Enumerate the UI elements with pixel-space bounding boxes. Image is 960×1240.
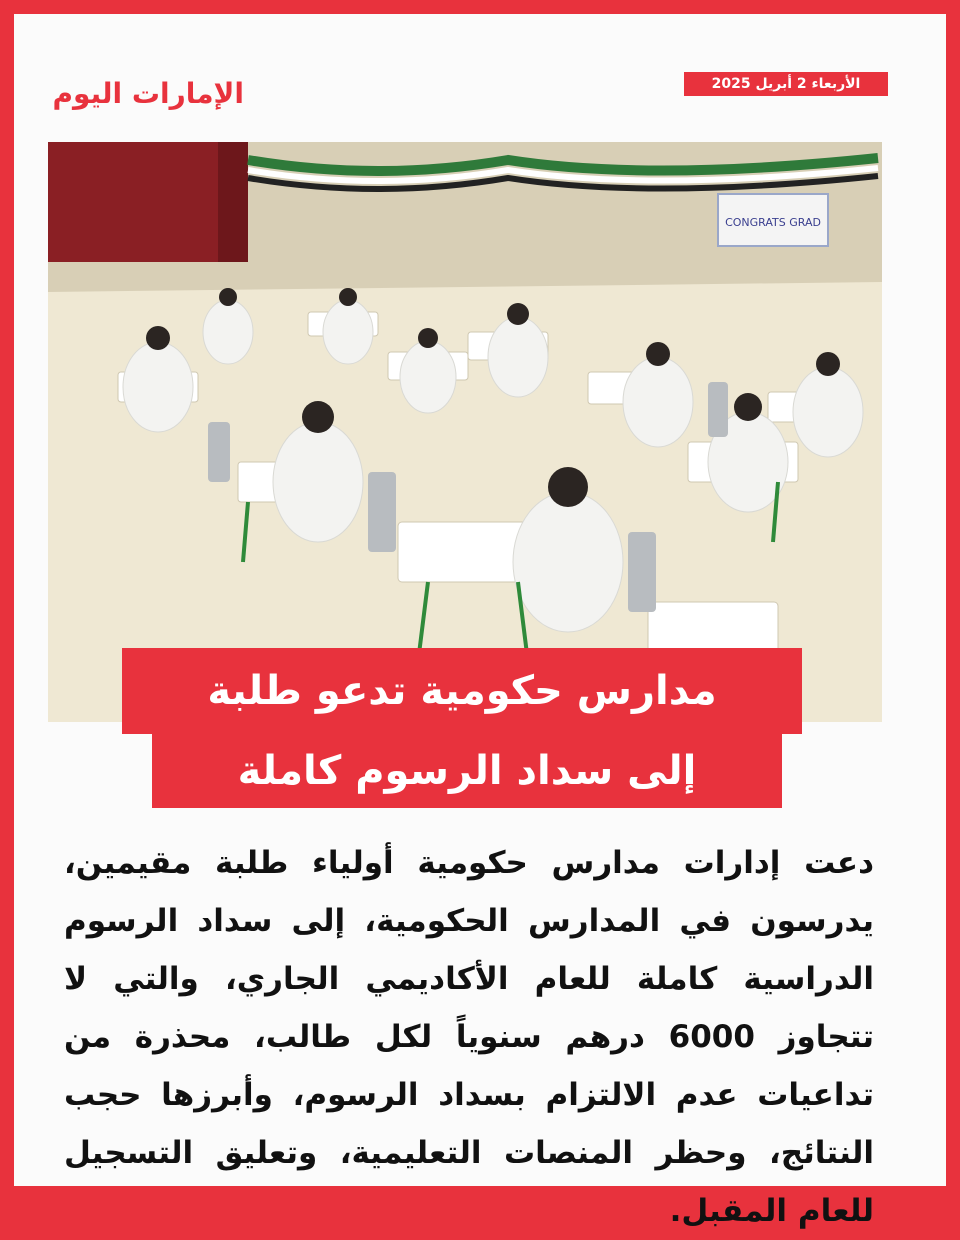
article-body: دعت إدارات مدارس حكومية أولياء طلبة مقيمين، يدرسون في المدارس الحكومية، إلى سداد الرسوم الدراسية كاملة للعام الأكاديمي الجاري، والتي لا تتجاوز 6000 درهم سنوياً لكل طالب، محذرة من تداعيات عدم الالتزام بسداد الرسوم، وأبرزها حجب النتائج، وحظر المنصات التعليمية، وتعليق التسجيل للعام المقبل. [64,845,875,1229]
exam-hall-photo [48,142,882,722]
headline-line-2: إلى سداد الرسوم كاملة [152,734,782,808]
stage-curtain [48,142,218,262]
congrats-banner-text: CONGRATS GRAD [725,216,821,229]
brand-name: الإمارات اليوم [52,76,244,110]
publish-date: الأربعاء 2 أبريل 2025 [684,72,888,96]
photo-illustration [48,142,882,722]
headline-line-1: مدارس حكومية تدعو طلبة [122,648,802,734]
brand-logo [44,68,244,118]
curtain-fold [218,142,248,262]
